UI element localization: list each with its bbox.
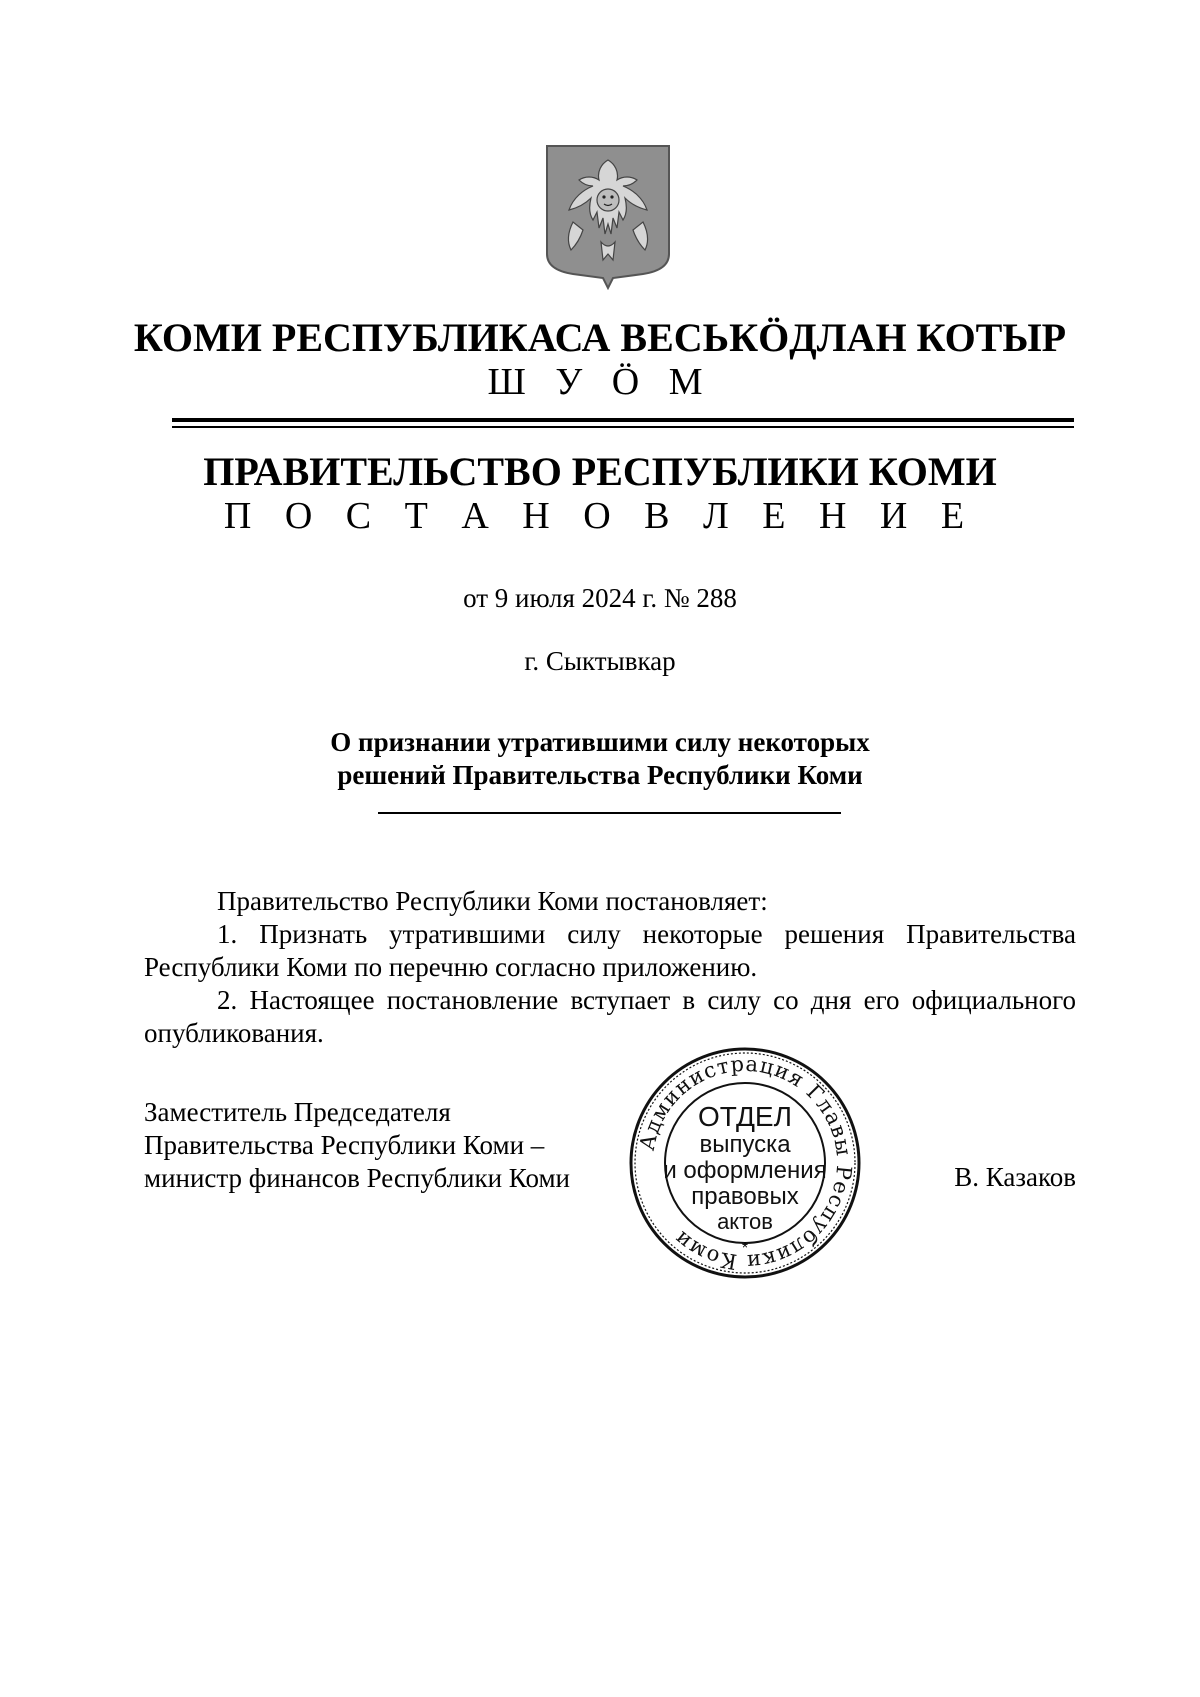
stamp-center <box>627 1045 863 1281</box>
document-city: г. Сыктывкар <box>524 646 676 676</box>
official-stamp <box>627 1045 863 1281</box>
document-date-number: от 9 июля 2024 г. № 288 <box>463 583 737 613</box>
subject-underline <box>378 812 841 814</box>
stamp-line: ОТДЕЛ <box>698 1101 792 1132</box>
stamp-line: актов <box>717 1209 773 1234</box>
komi-document-type: Ш У Ӧ М <box>487 361 713 403</box>
signatory-position-line: Заместитель Председателя <box>144 1097 451 1127</box>
komi-government-title: КОМИ РЕСПУБЛИКАСА ВЕСЬКӦДЛАН КОТЫР <box>133 315 1067 360</box>
stamp-star-icon: * <box>741 1240 749 1257</box>
stamp-line: правовых <box>691 1183 799 1210</box>
divider-thin-line <box>172 426 1074 428</box>
subject-line-1: О признании утратившими силу некоторых <box>330 727 870 757</box>
body-paragraph: 1. Признать утратившими силу некоторые решения Правительства Республики Коми по перечню согласно приложению. <box>144 919 1076 982</box>
document-subject <box>0 726 1200 792</box>
document-body <box>144 885 1076 1050</box>
government-title: ПРАВИТЕЛЬСТВО РЕСПУБЛИКИ КОМИ <box>203 449 997 494</box>
body-paragraph: Правительство Республики Коми постановляет: <box>217 886 768 916</box>
stamp-ring-text: Администрация Главы Республики Коми <box>634 1051 857 1275</box>
signatory-name: В. Казаков <box>954 1162 1076 1192</box>
header-divider <box>172 418 1074 430</box>
stamp-line: и оформления <box>663 1157 827 1184</box>
stamp-line: выпуска <box>699 1131 791 1158</box>
document-type: П О С Т А Н О В Л Е Н И Е <box>223 495 977 537</box>
signatory-position <box>144 1096 570 1195</box>
signatory-position-line: министр финансов Республики Коми <box>144 1163 570 1193</box>
signatory-position-line: Правительства Республики Коми – <box>144 1130 545 1160</box>
komi-coat-of-arms-icon <box>543 142 673 290</box>
divider-thick-line <box>172 418 1074 422</box>
subject-line-2: решений Правительства Республики Коми <box>337 760 863 790</box>
body-paragraph: 2. Настоящее постановление вступает в силу со дня его официального опубликования. <box>144 985 1076 1048</box>
